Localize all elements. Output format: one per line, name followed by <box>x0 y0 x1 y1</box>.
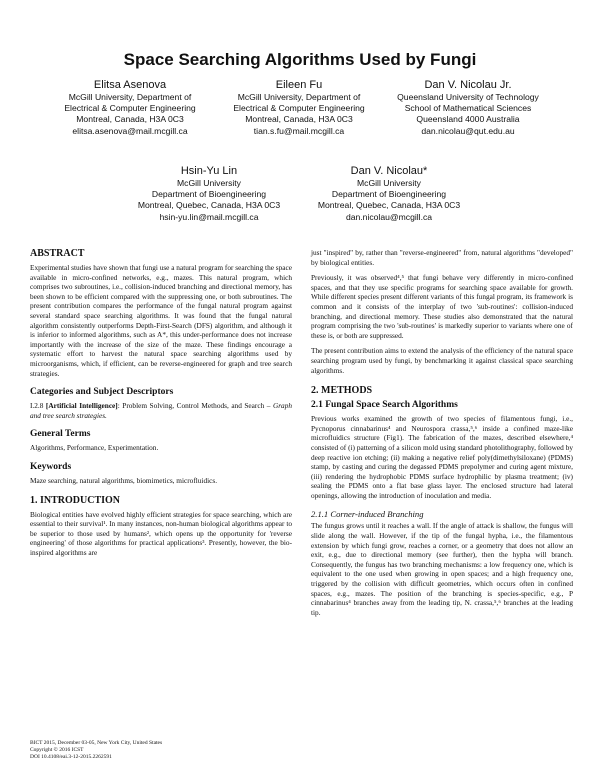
footer <box>30 740 162 760</box>
author-email: dan.nicolau@qut.edu.au <box>421 125 515 136</box>
intro-heading: 1. INTRODUCTION <box>30 494 121 506</box>
right-para-3: The present contribution aims to extend the analysis of the efficiency of the natural space searching program used by fungi, by benchmarking it against classical space searching algorithms. <box>311 346 573 375</box>
author-name: Dan V. Nicolau* <box>350 165 428 177</box>
author-block-2 <box>209 78 389 137</box>
author-block-3 <box>378 78 558 137</box>
author-email: hsin-yu.lin@mail.mcgill.ca <box>159 211 259 222</box>
left-column <box>30 248 292 563</box>
author-name: Elitsa Asenova <box>93 79 167 91</box>
author-affil: Electrical & Computer Engineering <box>64 103 196 114</box>
footer-conference: BICT 2015, December 03-05, New York City, United States <box>30 740 163 746</box>
methods-heading: 2. METHODS <box>311 385 373 397</box>
author-affil: School of Mathematical Sciences <box>404 103 532 114</box>
author-name: Dan V. Nicolau Jr. <box>424 79 512 91</box>
categories-heading: Categories and Subject Descriptors <box>30 387 174 398</box>
abstract-heading: ABSTRACT <box>30 248 85 259</box>
right-para-2: Previously, it was observed⁴,⁵ that fungi behave very differently in micro-confined spaces, and that they use specific programs for searching space available for growth. While different species present different variants of this fungal program, its framework is common and it consists of the interplay of two 'sub-routines': collision-induced branching, and directional memory. These studies also demonstrated that the natural program comprising the two 'sub-routines' is markedly superior to variants where one of these is, or both are suppressed. <box>311 273 573 340</box>
author-address: Montreal, Quebec, Canada, H3A 0C3 <box>317 200 461 211</box>
author-email: dan.nicolau@mcgill.ca <box>345 211 433 222</box>
author-block-4 <box>119 164 299 223</box>
author-affil: Department of Bioengineering <box>331 189 447 200</box>
categories-text <box>30 401 292 420</box>
author-address: Montreal, Canada, H3A 0C3 <box>245 114 353 125</box>
paper-title: Space Searching Algorithms Used by Fungi <box>123 50 477 69</box>
author-affil: McGill University, Department of <box>68 92 192 102</box>
category-bold: [Artificial Intelligence] <box>45 401 118 411</box>
author-affil: McGill University, Department of <box>237 92 361 102</box>
right-column <box>311 248 573 623</box>
author-email: elitsa.asenova@mail.mcgill.ca <box>72 125 188 136</box>
author-address: Montreal, Canada, H3A 0C3 <box>76 114 184 125</box>
author-name: Eileen Fu <box>275 79 323 91</box>
author-affil: Queensland University of Technology <box>397 92 539 102</box>
author-address: Queensland 4000 Australia <box>416 114 520 125</box>
corner-text: The fungus grows until it reaches a wall. If the angle of attack is shallow, the fungus will slide along the wall. However, if the tip of the fungal hypha, i.e., the filamentous extension by which fungi grow, reaches a corner, or a geometry that does not allow an exit, e.g., due to directional memory (see further), then the hypha will branch. Consequently, the fungus has two branching mechanisms: a low frequency one, which is equivalent to the one used when growing in open spaces; and a high frequency one, triggered by the collision with difficult geometries, which occurs often in confined spaces, e.g., mazes. The position of the branching is species-specific, e.g., P cinnabarinus⁴ branches away from the leading tip, N. crassa,⁵,⁶ branches at the leading tip. <box>311 521 573 617</box>
category-code: I.2.8 <box>30 401 46 411</box>
methods-text: Previous works examined the growth of two species of filamentous fungi, i.e., Pycnoporus cinnabarinus⁴ and Neurospora crassa,⁵,⁶ inside a confined maze-like microfluidics structure (Fig1). The fabrication of the mazes, described elsewhere,⁴ consisted of (i) patterning of a silicon mold using standard photolithography, followed by deep reactive ion etching; (ii) making a negative relief poly(dimethylsiloxane) (PDMS) stamp, by casting and curing the degassed PDMS prepolymer and curing agent mixture, (iii) rendering the hydrophobic PDMS surface hydrophilic by plasma treatment; (iv) sealing the PDMS onto a flat base glass layer. The enclosed structure had lateral openings, allowing the introduction of inoculation and media. <box>311 414 573 500</box>
abstract-text: Experimental studies have shown that fungi use a natural program for searching the space available in micro-confined networks, e.g., mazes. This natural program, which comprises two subroutines, i.e., collision-induced branching and directional memory, has been shown to be efficient compared with the suppressing one, or both subroutines. The present contribution compares the performance of the fungal natural program against several standard space searching algorithms. It was found that the fungal natural algorithm consistently outperforms Depth-First-Search (DFS) algorithm, and although it is inferior to informed algorithms, such as A*, this under-performance does not increase importantly with the increase of the size of the maze. These findings encourage a systematic effort to harvest the natural space searching algorithms used by microorganisms, which, if efficient, can be reverse-engineered for graph and tree search strategies. <box>30 263 292 378</box>
footer-copyright: Copyright © 2016 ICST <box>30 746 84 753</box>
category-italic: Graph and tree search strategies. <box>30 401 292 420</box>
footer-doi: DOI 10.4108/eai.3-12-2015.2262591 <box>30 753 112 760</box>
subsection-heading: 2.1 Fungal Space Search Algorithms <box>311 400 458 411</box>
author-affil: Electrical & Computer Engineering <box>233 103 365 114</box>
general-terms-text: Algorithms, Performance, Experimentation. <box>30 443 159 453</box>
subsubsection-heading: 2.1.1 Corner-induced Branching <box>311 509 424 520</box>
author-email: tian.s.fu@mail.mcgill.ca <box>253 125 345 136</box>
intro-text: Biological entities have evolved highly efficient strategies for space searching, which are essential to their survival¹. In many instances, non-human biological algorithms appear to be superior to those used by humans², which opens up the opportunity for 'reverse engineering' of those algorithms for practical applications³. Presently, however, the bio-inspired algorithms are <box>30 509 292 557</box>
author-affil: Department of Bioengineering <box>151 189 267 200</box>
category-rest: : Problem Solving, Control Methods, and Search – <box>117 401 273 411</box>
author-block-1 <box>40 78 220 137</box>
keywords-heading: Keywords <box>30 461 72 472</box>
general-terms-heading: General Terms <box>30 429 91 440</box>
right-para-1: just "inspired" by, rather than "reverse-engineered" from, natural algorithms "developed" by biological entities. <box>311 248 573 267</box>
author-affil: McGill University <box>177 178 241 188</box>
author-name: Hsin-Yu Lin <box>180 165 238 177</box>
author-address: Montreal, Quebec, Canada, H3A 0C3 <box>137 200 281 211</box>
author-affil: McGill University <box>357 178 421 188</box>
keywords-text: Maze searching, natural algorithms, biomimetics, microfluidics. <box>30 475 218 485</box>
author-block-5 <box>299 164 479 223</box>
